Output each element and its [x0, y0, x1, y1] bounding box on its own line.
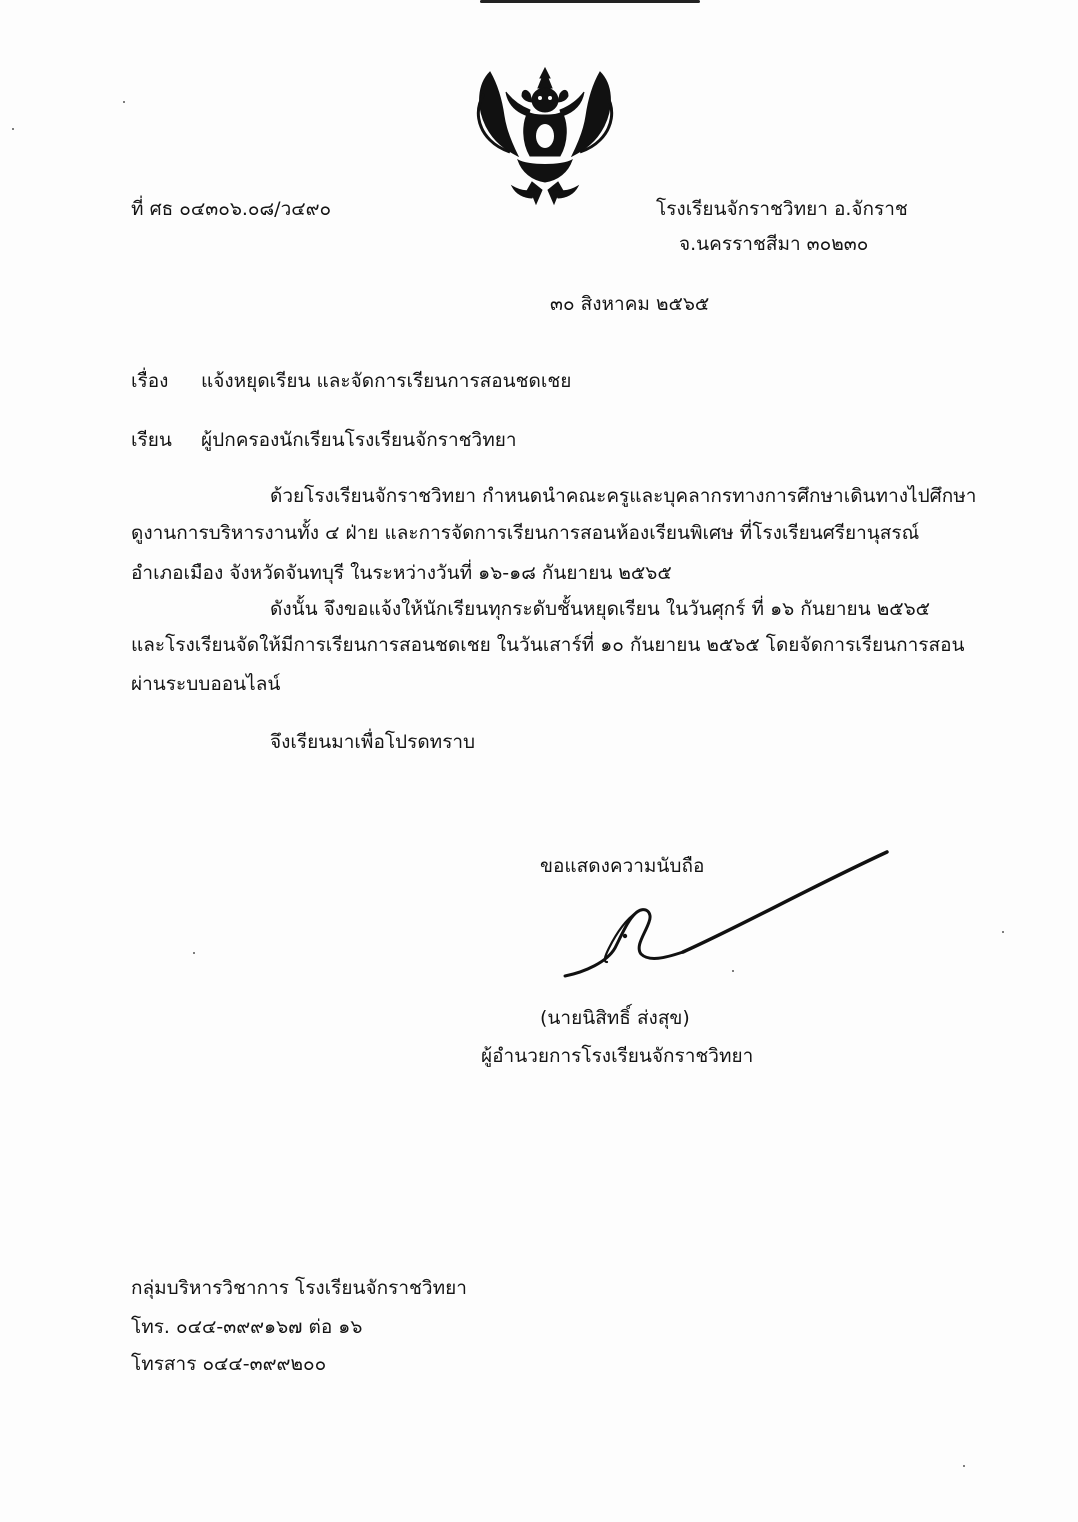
- handwritten-signature: [555, 840, 900, 985]
- regards-line: ขอแสดงความนับถือ: [540, 855, 705, 877]
- scan-speck: [123, 101, 125, 103]
- body-paragraph1-line1: ด้วยโรงเรียนจักราชวิทยา กำหนดนำคณะครูและบุคลากรทางการศึกษาเดินทางไปศึกษา: [270, 485, 977, 507]
- body-paragraph2-line2: และโรงเรียนจัดให้มีการเรียนการสอนชดเชย ในวันเสาร์ที่ ๑๐ กันยายน ๒๕๖๕ โดยจัดการเรียนการสอน: [131, 634, 965, 656]
- body-paragraph1-line3: อำเภอเมือง จังหวัดจันทบุรี ในระหว่างวันที่ ๑๖-๑๘ กันยายน ๒๕๖๕: [131, 562, 672, 584]
- subject-text: แจ้งหยุดเรียน และจัดการเรียนการสอนชดเชย: [201, 370, 572, 392]
- scan-speck: [1002, 931, 1004, 933]
- footer-phone: โทร. ๐๔๔-๓๙๙๑๖๗ ต่อ ๑๖: [131, 1316, 363, 1338]
- letter-date: ๓๐ สิงหาคม ๒๕๖๕: [550, 293, 710, 315]
- garuda-emblem-icon: [472, 64, 618, 210]
- scan-speck: [193, 952, 195, 954]
- body-paragraph1-line2: ดูงานการบริหารงานทั้ง ๔ ฝ่าย และการจัดการเรียนการสอนห้องเรียนพิเศษ ที่โรงเรียนศรียานุสรณ์: [131, 522, 920, 544]
- recipient-text: ผู้ปกครองนักเรียนโรงเรียนจักราชวิทยา: [201, 429, 517, 451]
- signatory-position: ผู้อำนวยการโรงเรียนจักราชวิทยา: [481, 1045, 754, 1067]
- document-number: ที่ ศธ ๐๔๓๐๖.๐๘/ว๔๙๐: [131, 198, 332, 220]
- signatory-name: (นายนิสิทธิ์ ส่งสุข): [540, 1007, 690, 1029]
- scan-speck: [732, 970, 734, 972]
- body-paragraph2-line1: ดังนั้น จึงขอแจ้งให้นักเรียนทุกระดับชั้นหยุดเรียน ในวันศุกร์ ที่ ๑๖ กันยายน ๒๕๖๕: [270, 598, 931, 620]
- school-address-line2: จ.นครราชสีมา ๓๐๒๓๐: [679, 233, 869, 255]
- scan-speck: [963, 1465, 965, 1467]
- scan-edge-mark: [480, 0, 700, 3]
- school-address-line1: โรงเรียนจักราชวิทยา อ.จักราช: [656, 198, 908, 220]
- footer-fax: โทรสาร ๐๔๔-๓๙๙๒๐๐: [131, 1353, 327, 1375]
- closing-line: จึงเรียนมาเพื่อโปรดทราบ: [270, 731, 476, 753]
- scan-speck: [12, 128, 14, 130]
- subject-label: เรื่อง: [131, 370, 169, 392]
- recipient-label: เรียน: [131, 429, 172, 451]
- body-paragraph2-line3: ผ่านระบบออนไลน์: [131, 673, 281, 695]
- footer-department: กลุ่มบริหารวิชาการ โรงเรียนจักราชวิทยา: [131, 1277, 467, 1299]
